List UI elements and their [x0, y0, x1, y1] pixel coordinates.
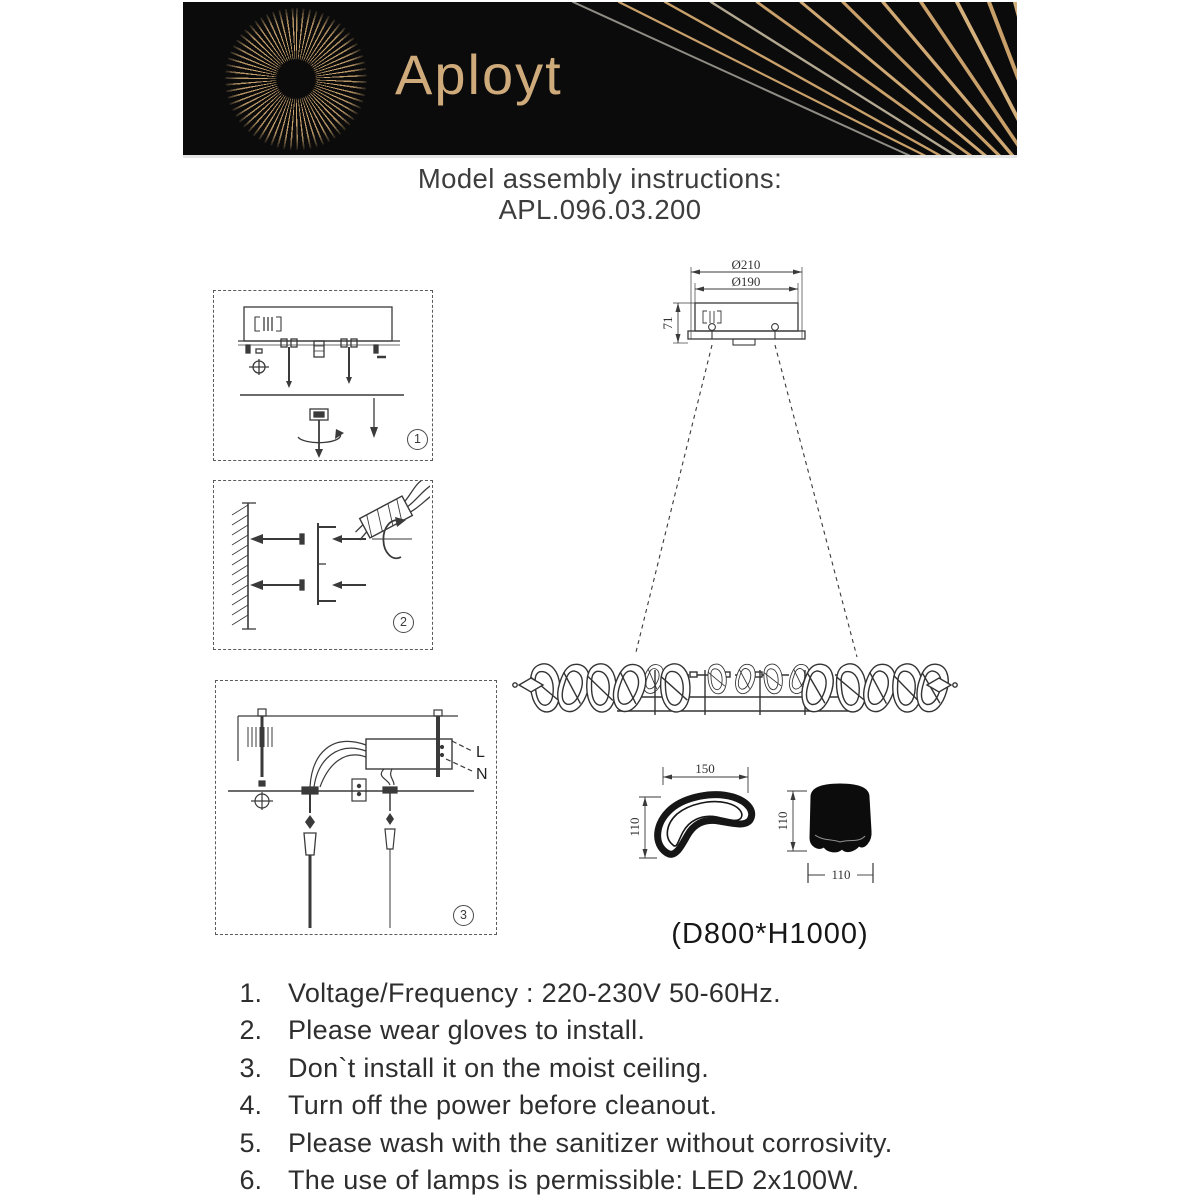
- item-number: 1.: [239, 978, 262, 1008]
- item-number: 5.: [239, 1127, 262, 1158]
- step-1-drawing: [214, 291, 430, 458]
- assembly-step-1-panel: [213, 290, 433, 461]
- brand-banner: [183, 2, 1017, 155]
- instruction-item: [232, 1125, 1062, 1162]
- item-number: 4.: [239, 1090, 262, 1121]
- step-3-badge: 3: [453, 905, 474, 926]
- canopy-outer-dim: Ø210: [731, 257, 761, 272]
- step-1-badge: 1: [407, 429, 428, 450]
- item-number: 3.: [239, 1052, 262, 1083]
- neutral-wire-label: N: [476, 766, 488, 783]
- canopy-height-dim: 71: [660, 316, 675, 330]
- step-2-badge: 2: [393, 612, 414, 633]
- item-number: 6.: [239, 1165, 262, 1196]
- instruction-item: [232, 975, 1062, 1012]
- instruction-item: [232, 1162, 1062, 1199]
- assembly-step-2-panel: [213, 480, 433, 650]
- crystal-link-side-view: [658, 795, 752, 855]
- item-text: The use of lamps is permissible: LED 2x100W.: [288, 1165, 860, 1196]
- chandelier-dimension-drawing: [505, 255, 965, 737]
- sunburst-logo-icon: [225, 8, 367, 150]
- overall-size-caption: (D800*H1000): [671, 918, 869, 950]
- item-text: Don`t install it on the moist ceiling.: [288, 1052, 710, 1083]
- model-code: APL.096.03.200: [498, 194, 702, 225]
- item-text: Voltage/Frequency : 220-230V 50-60Hz.: [288, 978, 781, 1008]
- item-text: Turn off the power before cleanout.: [288, 1090, 718, 1121]
- rays-decoration-icon: [537, 2, 1017, 155]
- link-width-dim: 150: [695, 761, 715, 776]
- instruction-item: [232, 1012, 1062, 1049]
- live-wire-label: L: [476, 744, 485, 761]
- crystal-ring-drawing: [513, 661, 957, 715]
- bead-width-dim: 110: [831, 867, 851, 882]
- step-3-drawing: [216, 681, 494, 932]
- canopy-inner-dim: Ø190: [731, 274, 761, 289]
- brand-name: Aployt: [395, 43, 563, 106]
- crystal-detail-drawings: [615, 755, 905, 895]
- crystal-bead-front-view: [810, 784, 871, 852]
- page-title: [0, 163, 1200, 225]
- instruction-item: [232, 1087, 1062, 1124]
- instruction-list: [232, 975, 1062, 1199]
- bead-height-dim: 110: [775, 811, 790, 831]
- item-text: Please wash with the sanitizer without corrosivity.: [288, 1127, 893, 1158]
- instruction-item: [232, 1050, 1062, 1087]
- item-number: 2.: [239, 1015, 262, 1046]
- title-line1: Model assembly instructions:: [417, 163, 783, 194]
- link-height-dim: 110: [627, 817, 642, 837]
- assembly-step-3-panel: [215, 680, 497, 935]
- item-text: Please wear gloves to install.: [288, 1015, 646, 1046]
